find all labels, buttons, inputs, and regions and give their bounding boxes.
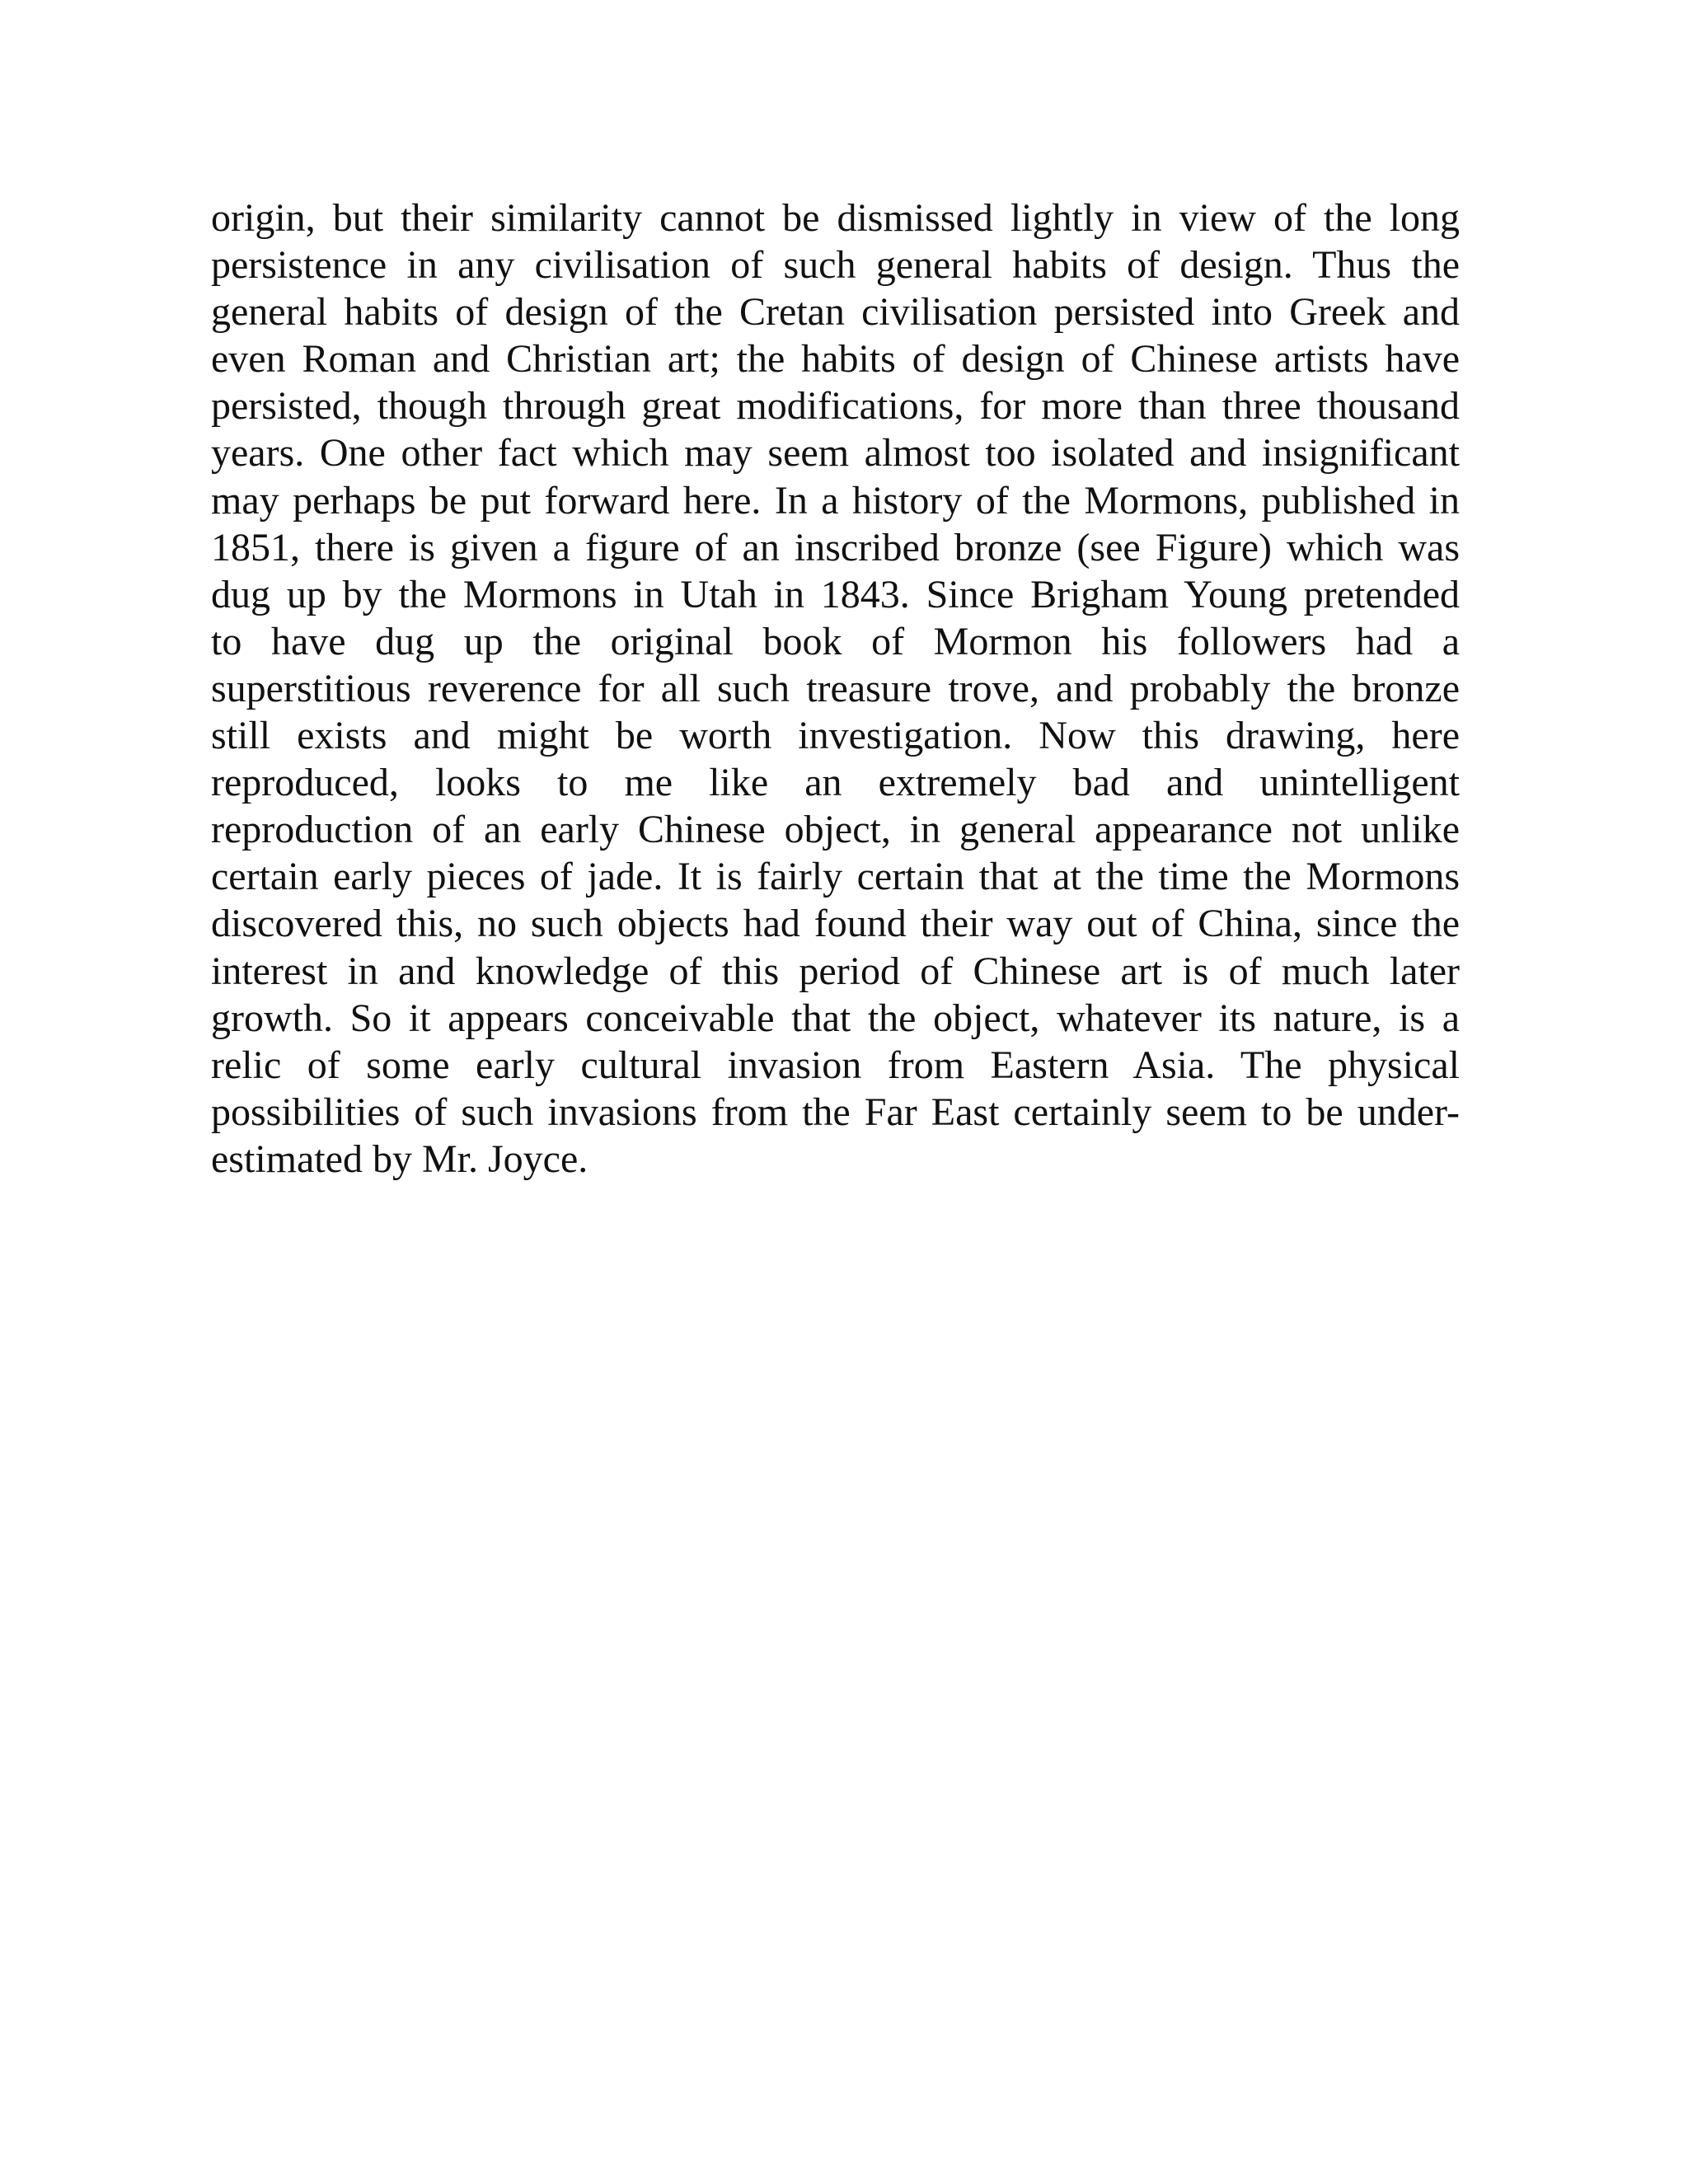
body-paragraph — [211, 194, 1460, 1183]
paragraph-line: growth. So it appears conceivable that the object, whatever its nature, is a — [211, 996, 1460, 1040]
paragraph-line: even Roman and Christian art; the habits of design of Chinese artists have — [211, 337, 1460, 382]
paragraph-line: persisted, though through great modifications, for more than three thousand — [211, 384, 1460, 429]
paragraph-line: may perhaps be put forward here. In a history of the Mormons, published in — [211, 478, 1460, 523]
paragraph-line: dug up by the Mormons in Utah in 1843. Since Brigham Young pretended — [211, 572, 1460, 616]
paragraph-line: superstitious reverence for all such treasure trove, and probably the bronze — [211, 666, 1460, 710]
paragraph-line: still exists and might be worth investigation. Now this drawing, here — [211, 714, 1460, 758]
paragraph-line: origin, but their similarity cannot be dismissed lightly in view of the long — [211, 196, 1460, 240]
paragraph-line: interest in and knowledge of this period of Chinese art is of much later — [211, 949, 1460, 993]
paragraph-line: persistence in any civilisation of such general habits of design. Thus the — [211, 243, 1460, 288]
paragraph-line: discovered this, no such objects had found their way out of China, since the — [211, 902, 1460, 946]
paragraph-line: relic of some early cultural invasion from Eastern Asia. The physical — [211, 1043, 1460, 1087]
paragraph-line: general habits of design of the Cretan civilisation persisted into Greek and — [211, 290, 1460, 335]
paragraph-line: certain early pieces of jade. It is fairly certain that at the time the Mormons — [211, 855, 1460, 899]
paragraph-line: years. One other fact which may seem almost too isolated and insignificant — [211, 431, 1460, 476]
paragraph-line: reproduction of an early Chinese object, in general appearance not unlike — [211, 808, 1460, 852]
paragraph-line: 1851, there is given a figure of an inscribed bronze (see Figure) which was — [211, 525, 1460, 569]
paragraph-line: possibilities of such invasions from the Far East certainly seem to be under- — [211, 1090, 1460, 1134]
paragraph-line: estimated by Mr. Joyce. — [211, 1137, 588, 1181]
paragraph-line: reproduced, looks to me like an extremely bad and unintelligent — [211, 761, 1460, 805]
paragraph-line: to have dug up the original book of Mormon his followers had a — [211, 619, 1460, 663]
